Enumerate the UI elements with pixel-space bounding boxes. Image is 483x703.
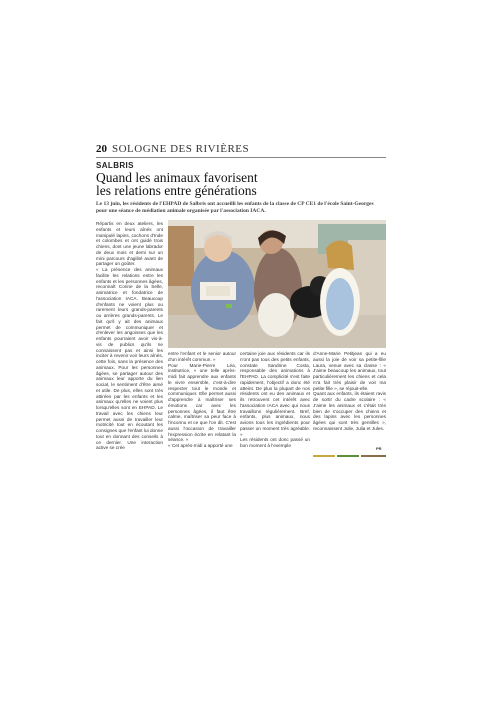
paragraph: Pour Marie-Pierre Léa, institutrice, « une telle après-midi fait apprendre aux enfants le vivre ensemble, c'est-à-dire respecter tout le monde et communiquer. Elle permet aussi d'apprendre à maîtriser ses émotions car avec les personnes âgées, il faut être calme, maîtriser sa peur face à l'inconnu et ce que l'on dit. C'est aussi l'occasion de travailler l'expression écrite en relatant la séance. » (168, 362, 236, 443)
article-column-3 (240, 351, 310, 449)
paragraph: Les résidents ont donc passé un bon moment à l'exemple (240, 437, 310, 448)
article-headline (96, 171, 386, 197)
headline-line-1: Quand les animaux favorisent (96, 170, 258, 185)
article-column-2 (168, 351, 236, 449)
article-photo (168, 220, 386, 348)
photo-illustration (168, 220, 386, 348)
paragraph: certaine joie aux résidents car ils n'ont pas tous des petits enfants, constate Sandrine Costa, responsable des animations à l'EHPAD. La complicité s'est faite rapidement, l'objectif a donc été atteint. De plus la plupart de nos résidents ont eu des animaux et ils retrouvent cet intérêt avec l'association IACA avec qui nous travaillons régulièrement. Bref, enfants, plus animaux, nous avions tous les ingrédients pour passer un moment très agréable. » (240, 351, 310, 437)
decorative-color-bar (313, 455, 386, 457)
article-column-4 (313, 351, 386, 432)
article-kicker: SALBRIS (96, 161, 134, 170)
page-header (96, 143, 386, 157)
paragraph: d'Anne-Marie Petitjean qui a eu aussi la joie de voir sa petite-fille Laura, venue avec sa classe : « J'aime beaucoup les animaux, tout particulièrement les chiens et cela m'a fait très plaisir de voir ma petite fille », se réjouit-elle. (313, 351, 386, 391)
article-lead: Le 13 juin, les résidents de l'EHPAD de Salbris ont accueilli les enfants de la classe de CP CE1 de l'école Saint-Georges pour une séance de médiation animale organisée par l'association IACA. (96, 201, 374, 215)
paragraph: Quant aux enfants, ils étaient ravis de sortir du cadre scolaire : « J'aime les animaux et c'était très bien de s'occuper des chiens et des lapins avec les personnes âgées qui sont très gentilles », reconnaissent Julie, Julia et Jules. (313, 391, 386, 431)
author-signature: PR (376, 446, 382, 451)
paragraph: « Cet après-midi a apporté une (168, 443, 233, 448)
paragraph: entre l'enfant et le senior autour d'un intérêt commun. » (168, 351, 236, 362)
paragraph: Répartis en deux ateliers, les enfants et leurs aînés ont manipulé lapins, cochons d'Inde et colombes et ont guidé trois chiens, dont une jeune labrador de deux mois et demi sur un mini parcours d'agilité avant de partager un goûter. (96, 221, 163, 267)
section-title: SOLOGNE DES RIVIÈRES (112, 143, 250, 155)
page-number: 20 (96, 143, 107, 155)
paragraph: « La présence des animaux facilite les relations entre les enfants et les personnes âgées, reconnaît Corine de la Selle, animatrice et fondatrice de l'association IACA. Beaucoup d'enfants ne voient plus ou rarement leurs grands-parents ou arrières grands-parents. Le fait qu'il y ait des animaux permet de communiquer et d'enlever les angoisses que les enfants pourraient avoir vis-à-vis de publics qu'ils ne connaissent pas et ainsi les inciter à revenir voir leurs aînés, cette fois, sans la présence des animaux. Pour les personnes âgées, se partager autour des animaux leur apporte du lien social, le sentiment d'être aimé et utile. De plus, elles sont très attirées par les enfants et les animaux qu'elles ne voient plus lorsqu'elles sont en EHPAD. Le travail avec les chiens leur permet aussi de travailler leur motricité tout en écoutant les consignes que l'enfant lui donne tout en donnant des conseils à ce dernier. Une interaction active se crée (96, 267, 163, 451)
header-rule (96, 157, 386, 158)
article-column-1 (96, 221, 163, 451)
headline-line-2: les relations entre générations (96, 183, 257, 198)
